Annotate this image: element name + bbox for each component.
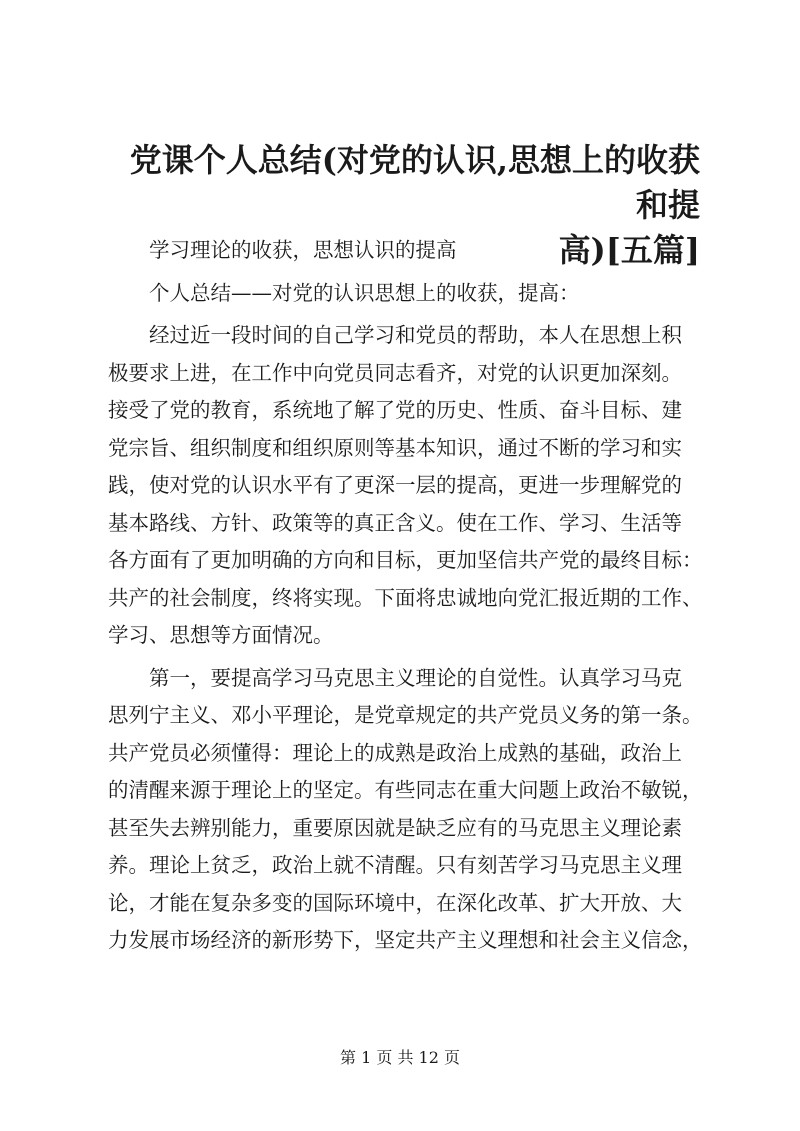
text-line: 践，使对党的认识水平有了更深一层的提高，更进一步理解党的: [108, 473, 682, 497]
text-line: 力发展市场经济的新形势下，坚定共产主义理想和社会主义信念，: [108, 928, 703, 952]
text-line: 个人总结——对党的认识思想上的收获，提高：: [149, 280, 580, 305]
paragraph-summary-heading: [108, 275, 708, 313]
text-line: 思列宁主义、邓小平理论，是党章规定的共产党员义务的第一条。: [108, 703, 703, 727]
text-line: 学习、思想等方面情况。: [108, 623, 334, 647]
title-line-1: 党课个人总结(对党的认识,思想上的收获和提: [129, 141, 700, 224]
text-line: 党宗旨、组织制度和组织原则等基本知识，通过不断的学习和实: [108, 435, 682, 460]
text-line: 学习理论的收获，思想认识的提高: [149, 238, 457, 262]
paragraph-point-one: [108, 660, 708, 960]
text-line: 的清醒来源于理论上的坚定。有些同志在重大问题上政治不敏锐，: [108, 778, 703, 802]
text-line: 基本路线、方针、政策等的真正含义。使在工作、学习、生活等: [108, 510, 682, 535]
text-line: 极要求上进，在工作中向党员同志看齐，对党的认识更加深刻。: [108, 360, 682, 385]
text-line: 甚至失去辨别能力，重要原因就是缺乏应有的马克思主义理论素: [108, 815, 682, 840]
text-line: 经过近一段时间的自己学习和党员的帮助，本人在思想上积: [149, 323, 682, 347]
paragraph-intro: [108, 317, 708, 655]
page-number-footer: 第 1 页 共 12 页: [340, 1048, 460, 1067]
document-body: [108, 232, 708, 960]
paragraph-subtitle: [108, 232, 708, 270]
text-line: 养。理论上贫乏，政治上就不清醒。只有刻苦学习马克思主义理: [108, 853, 682, 877]
text-line: 各方面有了更加明确的方向和目标，更加坚信共产党的最终目标：: [108, 548, 703, 572]
text-line: 接受了党的教育，系统地了解了党的历史、性质、奋斗目标、建: [108, 398, 682, 422]
text-line: 论，才能在复杂多变的国际环境中，在深化改革、扩大开放、大: [108, 890, 682, 915]
text-line: 共产的社会制度，终将实现。下面将忠诚地向党汇报近期的工作、: [108, 585, 703, 610]
text-line: 第一，要提高学习马克思主义理论的自觉性。认真学习马克: [149, 665, 682, 690]
text-line: 共产党员必须懂得：理论上的成熟是政治上成熟的基础，政治上: [108, 740, 682, 765]
title-line-2: 高)[五篇]: [558, 231, 700, 269]
